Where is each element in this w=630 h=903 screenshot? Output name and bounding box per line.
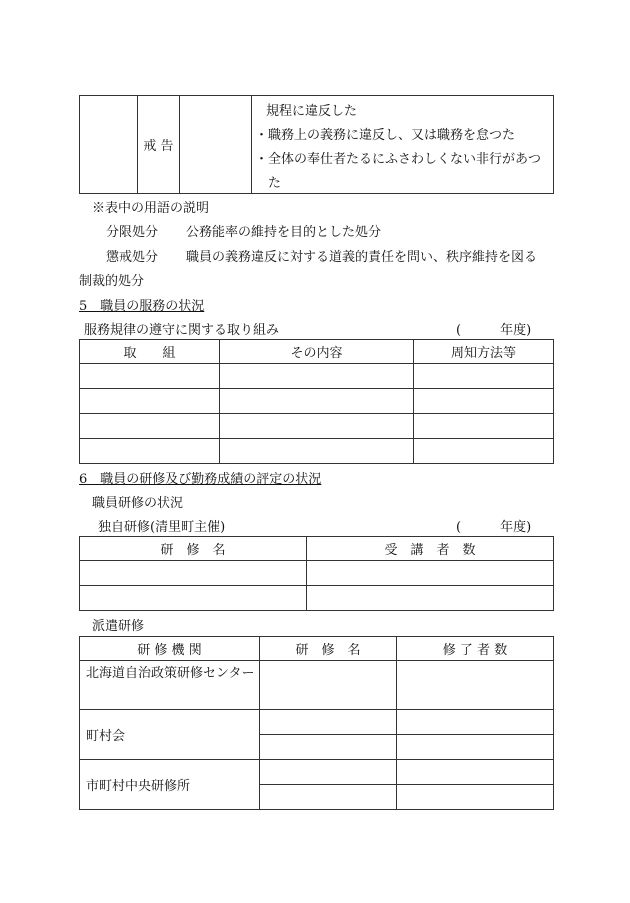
table-cell — [414, 364, 554, 389]
header-training-name: 研 修 名 — [80, 537, 307, 561]
term-choukai: 懲戒処分 — [106, 250, 159, 265]
own-training-label: 独自研修(清里町主催) — [98, 520, 226, 535]
section5-title: 5 職員の服務の状況 — [79, 299, 205, 314]
table-cell — [414, 389, 554, 414]
table-cell — [414, 414, 554, 439]
table-cell — [220, 414, 414, 439]
section6-year: ( 年度) — [456, 520, 532, 535]
discipline-cell-empty — [180, 96, 252, 194]
table-row — [80, 561, 554, 586]
table-cell — [260, 760, 397, 785]
header-torikumi: 取 組 — [80, 340, 220, 364]
notes-heading: ※表中の用語の説明 — [92, 201, 210, 216]
table-row — [80, 760, 554, 785]
term-bungen: 分限処分 — [106, 225, 159, 240]
table-cell — [80, 364, 220, 389]
discipline-cell-empty — [80, 96, 138, 194]
section6-subtitle: 職員研修の状況 — [92, 496, 184, 511]
discipline-description-cell — [252, 96, 554, 194]
table-cell — [260, 710, 397, 735]
table-cell — [397, 661, 554, 710]
table-cell — [260, 735, 397, 760]
service-table — [79, 339, 554, 464]
table-row — [80, 586, 554, 611]
description-line: ・職務上の義務に違反し、又は職務を怠つた — [255, 128, 516, 143]
table-cell — [80, 561, 307, 586]
dispatch-training-label: 派遣研修 — [92, 619, 145, 634]
table-cell — [80, 586, 307, 611]
header-completers: 修 了 者 数 — [397, 637, 554, 661]
table-row — [80, 389, 554, 414]
header-content: その内容 — [220, 340, 414, 364]
table-cell — [80, 389, 220, 414]
own-training-table — [79, 536, 554, 611]
table-row — [80, 710, 554, 735]
description-line: た — [268, 176, 282, 191]
table-cell — [307, 561, 554, 586]
def-choukai-cont: 制裁的処分 — [79, 274, 145, 289]
table-cell — [307, 586, 554, 611]
header-institution: 研 修 機 関 — [80, 637, 260, 661]
header-training-name: 研 修 名 — [260, 637, 397, 661]
table-cell — [80, 414, 220, 439]
table-row — [80, 364, 554, 389]
section6-title: 6 職員の研修及び勤務成績の評定の状況 — [79, 472, 322, 487]
table-cell — [397, 785, 554, 810]
def-bungen: 公務能率の維持を目的とした処分 — [186, 225, 382, 240]
header-attendees: 受 講 者 数 — [307, 537, 554, 561]
discipline-type-label: 戒 告 — [138, 96, 180, 194]
institution-cell — [80, 661, 260, 710]
description-line: 規程に違反した — [266, 104, 358, 119]
description-line: ・全体の奉仕者たるにふさわしくない非行があつ — [255, 152, 542, 167]
table-cell — [397, 710, 554, 735]
section5-subtitle: 服務規律の遵守に関する取り組み — [84, 323, 280, 338]
institution-cell: 市町村中央研修所 — [80, 760, 260, 810]
section5-year: ( 年度) — [456, 323, 532, 338]
def-choukai: 職員の義務違反に対する道義的責任を問い、秩序維持を図る — [186, 250, 538, 265]
table-cell — [220, 364, 414, 389]
table-cell — [260, 661, 397, 710]
header-method: 周知方法等 — [414, 340, 554, 364]
table-cell — [397, 760, 554, 785]
table-cell — [414, 439, 554, 464]
table-row — [80, 439, 554, 464]
table-cell — [80, 439, 220, 464]
discipline-table — [79, 95, 554, 194]
table-row — [80, 661, 554, 710]
table-cell — [220, 389, 414, 414]
table-row — [80, 414, 554, 439]
table-cell — [220, 439, 414, 464]
table-cell — [397, 735, 554, 760]
institution-name: 北海道自治政策研修センター — [86, 666, 255, 681]
institution-cell: 町村会 — [80, 710, 260, 760]
dispatch-training-table — [79, 636, 554, 810]
table-cell — [260, 785, 397, 810]
